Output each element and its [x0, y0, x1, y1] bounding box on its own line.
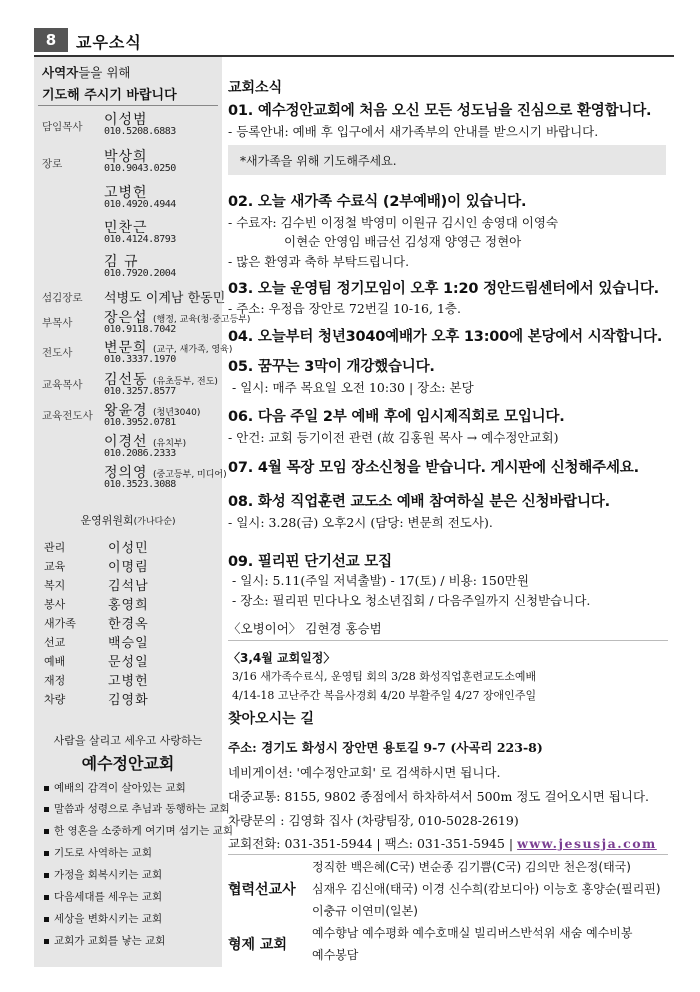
committee-role: 새가족 [44, 617, 76, 630]
committee-name: 백승일 [108, 636, 149, 651]
pray-heading-line1 [42, 63, 131, 81]
committee-title [34, 512, 222, 528]
vision-text: 세상을 변화시키는 교회 [54, 913, 163, 925]
address-line: 주소: 경기도 화성시 장안면 용토길 9-7 (사곡리 223-8) [228, 740, 543, 755]
missionary-label: 협력선교사 [228, 882, 296, 898]
staff-note: (행정, 교육(청·중고등부) [153, 315, 251, 325]
staff-role: 장로 [42, 158, 63, 170]
staff-phone: 010.3952.0781 [104, 417, 176, 428]
staff-phone: 010.4920.4944 [104, 199, 176, 210]
sister-church-line: 예수향남 예수평화 예수호매실 빌리버스반석위 새숨 예수비봉 [312, 926, 633, 940]
news-item-title: 06. 다음 주일 2부 예배 후에 임시제직회로 모입니다. [228, 409, 565, 425]
sister-church-label: 형제 교회 [228, 937, 287, 953]
bullet-icon [44, 786, 49, 791]
news-item-line: - 수료자: 김수빈 이정철 박영미 이원규 김시인 송영대 이영숙 [228, 215, 559, 230]
contact-line [228, 834, 657, 852]
staff-note: (중고등부, 미디어) [153, 470, 227, 480]
staff-note: (교구, 새가족, 영육) [153, 345, 233, 355]
church-slogan: 사람을 살리고 세우고 사랑하는 [53, 734, 203, 747]
pray-heading-rest: 들을 위해 [78, 65, 131, 80]
staff-name: 변문희 [104, 340, 148, 356]
page-number: 8 [34, 28, 68, 52]
staff-name: 석병도 이계남 한동민 [104, 291, 226, 306]
news-item-title: 07. 4월 목장 모임 장소신청을 받습니다. 게시판에 신청해주세요. [228, 460, 639, 476]
staff-role: 전도사 [42, 347, 73, 359]
staff-phone: 010.3523.3088 [104, 479, 176, 490]
committee-row [34, 670, 222, 688]
committee-role: 봉사 [44, 598, 66, 611]
staff-role: 섬김장로 [42, 292, 83, 304]
church-name: 예수정안교회 [81, 754, 175, 773]
committee-name: 김영화 [108, 693, 149, 708]
pray-heading-emph: 사역자 [42, 65, 79, 80]
committee-role: 예배 [44, 655, 66, 668]
vision-item [44, 801, 230, 821]
committee-role: 재정 [44, 674, 66, 687]
staff-name: 박상희 [104, 149, 148, 165]
missionary-line: 정직한 백은혜(C국) 변순종 김기쁨(C국) 김의만 천은정(태국) [312, 860, 631, 874]
committee-name: 이성민 [108, 541, 149, 556]
bullet-icon [44, 851, 49, 856]
page-header [34, 28, 674, 54]
staff-name: 이경선 [104, 434, 148, 450]
committee-row [34, 613, 222, 631]
committee-row [34, 575, 222, 593]
sidebar [34, 57, 251, 967]
website-link[interactable]: www.jesusja.com [517, 836, 657, 851]
phone-fax: 교회전화: 031-351-5944 | 팩스: 031-351-5945 | [228, 836, 514, 851]
staff-name: 왕윤경 [104, 403, 148, 419]
news-item-line: - 주소: 우정읍 장안로 72번길 10-16, 1층. [228, 301, 461, 316]
news-item-line: - 장소: 필리핀 민다나오 청소년집회 / 다음주일까지 신청받습니다. [232, 593, 591, 608]
vision-item [44, 845, 220, 865]
news-item-line: 이현순 안영임 배금선 김성재 양영근 정현아 [284, 234, 522, 249]
committee-role: 차량 [44, 693, 66, 706]
bullet-icon [44, 939, 49, 944]
news-item-line: - 많은 환영과 축하 부탁드립니다. [228, 254, 410, 269]
committee-row [34, 556, 222, 574]
staff-phone: 010.9118.7042 [104, 324, 176, 335]
vision-item [44, 889, 220, 909]
vision-text: 기도로 사역하는 교회 [54, 847, 152, 859]
divider [228, 640, 668, 641]
vision-item [44, 867, 220, 887]
news-item-title: 01. 예수정안교회에 처음 오신 모든 성도님을 진심으로 환영합니다. [228, 103, 652, 119]
committee-row [34, 594, 222, 612]
vehicle-line: 차량문의 : 김영화 집사 (차량팀장, 010-5028-2619) [228, 813, 519, 828]
news-item-title: 02. 오늘 새가족 수료식 (2부예배)이 있습니다. [228, 194, 527, 210]
schedule-line: 4/14-18 고난주간 복음사경회 4/20 부활주일 4/27 장애인주일 [232, 689, 537, 702]
committee-name: 문성일 [108, 655, 149, 670]
vision-text: 가정을 회복시키는 교회 [54, 869, 163, 881]
bullet-icon [44, 807, 49, 812]
prayer-team-line: 〈오병이어〉 김현경 홍승범 [228, 621, 382, 636]
sister-church-line: 예수봉담 [312, 948, 359, 962]
committee-name: 고병헌 [108, 674, 149, 689]
staff-phone: 010.9043.0250 [104, 163, 176, 174]
news-item-line: - 안건: 교회 등기이전 관련 (故 김홍원 목사 → 예수정안교회) [228, 430, 559, 445]
news-item-line: - 일시: 매주 목요일 오전 10:30 | 장소: 본당 [232, 380, 474, 395]
staff-name: 이성범 [104, 112, 148, 128]
staff-role: 부목사 [42, 317, 73, 329]
bullet-icon [44, 873, 49, 878]
vision-item [44, 823, 233, 843]
staff-role: 교육전도사 [42, 410, 93, 422]
news-heading: 교회소식 [228, 80, 283, 96]
bullet-icon [44, 829, 49, 834]
staff-note: (유초등부, 전도) [153, 377, 218, 387]
staff-note: (유치부) [153, 439, 187, 449]
staff-name: 장은섭 [104, 310, 148, 326]
committee-role: 복지 [44, 579, 66, 592]
staff-name: 김선동 [104, 372, 148, 388]
vision-text: 말씀과 성령으로 추님과 동행하는 교회 [54, 803, 230, 815]
vision-text: 예배의 감격이 살아있는 교회 [54, 782, 186, 794]
committee-name: 이명림 [108, 560, 149, 575]
news-item-line: - 일시: 5.11(주일 저녁출발) - 17(토) / 비용: 150만원 [232, 573, 529, 588]
transit-line: 대중교통: 8155, 9802 종점에서 하차하셔서 500m 정도 걸어오시면 됩니다. [228, 789, 650, 804]
staff-name: 김 규 [104, 254, 139, 270]
news-item-title: 08. 화성 직업훈련 교도소 예배 참여하실 분은 신청바랍니다. [228, 494, 610, 510]
committee-row [34, 651, 222, 669]
vision-item [44, 911, 220, 931]
committee-title-text: 운영위원회 [80, 514, 134, 527]
staff-name: 정의영 [104, 465, 148, 481]
committee-role: 관리 [44, 541, 66, 554]
staff-role: 교육목사 [42, 379, 83, 391]
vision-item [44, 780, 220, 800]
news-item-title: 04. 오늘부터 청년3040예배가 오후 13:00에 본당에서 시작합니다. [228, 329, 663, 345]
staff-name: 민찬근 [104, 220, 148, 236]
directions-title: 찾아오시는 길 [228, 711, 315, 727]
staff-role: 담임목사 [42, 121, 83, 133]
committee-role: 교육 [44, 560, 66, 573]
news-item-line: - 일시: 3.28(금) 오후2시 (담당: 변문희 전도사). [228, 515, 493, 530]
committee-row [34, 689, 222, 707]
divider [228, 854, 668, 855]
vision-text: 교회가 교회를 낳는 교회 [54, 935, 166, 947]
navigation-line: 네비게이션: '예수정안교회' 로 검색하시면 됩니다. [228, 765, 501, 780]
staff-phone: 010.5208.6883 [104, 126, 176, 137]
bullet-icon [44, 895, 49, 900]
news-item-title: 03. 오늘 운영팀 정기모임이 오후 1:20 정안드림센터에서 있습니다. [228, 281, 659, 297]
note-box-text: *새가족을 위해 기도해주세요. [240, 154, 397, 168]
committee-name: 홍영희 [108, 598, 149, 613]
vision-item [44, 933, 220, 953]
pray-heading-line2: 기도해 주시기 바랍니다 [42, 88, 177, 103]
section-title: 교우소식 [76, 33, 142, 52]
committee-note: (가나다순) [133, 517, 176, 527]
schedule-title: 〈3,4월 교회일정〉 [228, 651, 336, 665]
vision-text: 한 영혼을 소중하게 여기며 섬기는 교회 [54, 825, 233, 837]
committee-name: 한경옥 [108, 617, 149, 632]
bullet-icon [44, 917, 49, 922]
committee-name: 김석남 [108, 579, 149, 594]
missionary-line: 이충규 이연미(일본) [312, 904, 418, 918]
committee-row [34, 632, 222, 650]
vision-text: 다음세대를 세우는 교회 [54, 891, 163, 903]
schedule-line: 3/16 새가족수료식, 운영팀 회의 3/28 화성직업훈련교도소예배 [232, 670, 537, 683]
staff-phone: 010.2086.2333 [104, 448, 176, 459]
staff-note: (청년3040) [153, 408, 201, 418]
committee-role: 선교 [44, 636, 66, 649]
note-box [228, 145, 666, 175]
news-item-line: - 등록안내: 예배 후 입구에서 새가족부의 안내를 받으시기 바랍니다. [228, 124, 599, 139]
news-item-title: 05. 꿈꾸는 3막이 개강했습니다. [228, 359, 435, 375]
missionary-line: 심재우 김신애(태국) 이경 신수희(캄보디아) 이능호 홍양순(필리핀) [312, 882, 661, 896]
staff-phone: 010.3257.8577 [104, 386, 176, 397]
staff-phone: 010.7920.2004 [104, 268, 176, 279]
committee-row [34, 537, 222, 555]
staff-name: 고병헌 [104, 185, 148, 201]
staff-phone: 010.4124.8793 [104, 234, 176, 245]
sidebar-divider [38, 105, 218, 106]
staff-phone: 010.3337.1970 [104, 354, 176, 365]
news-item-title: 09. 필리핀 단기선교 모집 [228, 554, 392, 570]
